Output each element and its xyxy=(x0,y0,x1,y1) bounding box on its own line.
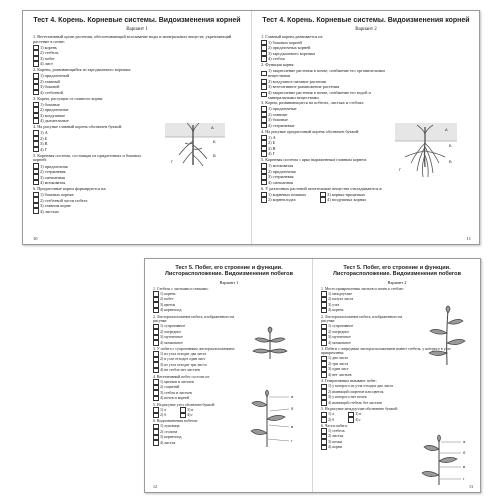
answer-option-label: 4) листьях xyxy=(40,208,59,214)
answer-option-label: 3) корнях-прицепках xyxy=(327,191,366,197)
answer-option-label: 1) луковица xyxy=(160,424,180,429)
svg-text:в: в xyxy=(291,424,294,429)
answer-option[interactable] xyxy=(180,413,193,419)
answer-options xyxy=(33,45,241,67)
question-block xyxy=(33,35,241,67)
answer-option-label: 2) б xyxy=(160,413,167,418)
answer-option-label: 3) В xyxy=(268,145,276,151)
question-text: 6. Придаточные корни формируются на: xyxy=(33,185,107,191)
svg-text:В: В xyxy=(213,153,216,158)
answer-options xyxy=(261,68,386,100)
answer-checkbox[interactable] xyxy=(320,197,326,203)
answer-checkbox[interactable] xyxy=(33,61,39,67)
answer-option[interactable] xyxy=(320,197,366,203)
svg-text:г: г xyxy=(291,438,293,443)
svg-text:А: А xyxy=(445,127,448,132)
answer-checkbox[interactable] xyxy=(153,340,159,346)
answer-option-label: 3) в xyxy=(355,412,362,417)
answer-option-label: 1) придаточный xyxy=(40,73,69,79)
question-text: 4. На рисунке придаточный корень обозначен буквой: xyxy=(261,128,360,134)
answer-option[interactable] xyxy=(261,68,386,78)
page-12 xyxy=(153,259,305,492)
question-block xyxy=(321,379,473,405)
answer-option[interactable] xyxy=(261,123,386,129)
answer-option[interactable] xyxy=(33,61,241,67)
answer-option-label: 1) придаточные xyxy=(268,106,297,112)
question-text: 5. Корневая система с ярко выраженным главным корнем: xyxy=(261,157,368,163)
answer-option[interactable] xyxy=(33,180,153,186)
answer-checkbox[interactable] xyxy=(321,417,327,423)
question-text: 4. Генеративным называют побег: xyxy=(321,379,378,384)
answer-checkbox[interactable] xyxy=(33,208,39,214)
answer-checkbox[interactable] xyxy=(261,84,267,90)
answer-option-label: 2) очередное xyxy=(328,329,350,334)
answer-option-label: 4) г xyxy=(355,417,362,422)
answer-option-label: 4) нет листьев xyxy=(328,372,352,377)
answer-option-label: 3) корнеплод xyxy=(160,435,182,440)
question-text: 2. Листорасположение побега, изображенного на рисунке: xyxy=(153,314,235,324)
question-text: 1. Стебель с листьями и почками: xyxy=(153,286,209,291)
answer-option[interactable] xyxy=(261,90,386,100)
answer-option-label: 2) б xyxy=(328,417,335,422)
question-block xyxy=(261,101,386,128)
answer-option-label: 3) узел xyxy=(328,302,340,307)
answer-option-label: 2) главные xyxy=(268,111,288,117)
answer-option-label: 4) на стебле нет листьев xyxy=(160,368,200,373)
answer-option-label: 4) мочковатая xyxy=(40,180,66,186)
answer-option-label: 2) стеблевой части побега xyxy=(40,197,88,203)
answer-option[interactable] xyxy=(153,308,305,314)
question-text: 6. У различных растений питательные вещества откладываются в: xyxy=(261,185,383,191)
answer-option-label: 2) имеющий соцветие или цветок xyxy=(328,389,384,394)
answer-option-label: 4) закрепление растения в почве, снабжение его водой и минеральными веществами xyxy=(268,89,371,100)
answer-option-label: 2) воздушное питание растения xyxy=(268,78,326,84)
answer-option-label: 3) почки xyxy=(328,439,343,444)
question-text: 5. На рисунке междоузлие обозначено буквой: xyxy=(321,407,398,412)
svg-text:б: б xyxy=(291,406,294,411)
answer-checkbox[interactable] xyxy=(153,396,159,402)
shoot-illustration xyxy=(427,307,467,365)
answer-option-label: 4) стержневые xyxy=(268,122,295,128)
test-title: Тест 4. Корень. Корневые системы. Видоизменения корней xyxy=(262,17,470,24)
answer-option-label: 3) мутовчатое xyxy=(328,335,351,339)
answer-checkbox[interactable] xyxy=(153,413,159,419)
answer-option[interactable] xyxy=(321,417,334,423)
answer-option-label: 1) стебель xyxy=(328,428,345,433)
answer-option-label: 3) побег xyxy=(40,55,55,61)
answer-option[interactable] xyxy=(321,372,473,378)
question-text: 4. Вегетативный побег состоит из: xyxy=(153,374,211,379)
answer-checkbox[interactable] xyxy=(153,308,159,314)
svg-text:А: А xyxy=(211,125,214,130)
answer-option-label: 4) мочковатое xyxy=(328,340,351,345)
shoot-illustration xyxy=(251,329,289,359)
variant-label: Вариант 1 xyxy=(219,279,239,285)
answer-option-label: 1) корень xyxy=(40,44,57,50)
answer-checkbox[interactable] xyxy=(261,92,267,98)
answer-checkbox[interactable] xyxy=(321,340,327,346)
variant-label: Вариант 2 xyxy=(387,279,407,285)
answer-option-label: 4) корень xyxy=(328,308,344,313)
answer-option-label: 4) корни xyxy=(328,445,342,450)
answer-option-label: 1) два листа xyxy=(328,356,348,361)
answer-options xyxy=(33,192,241,214)
answer-option-label: 2) три листа xyxy=(328,361,349,366)
svg-text:Г: Г xyxy=(399,167,402,172)
answer-option-label: 2) придаточные xyxy=(40,107,69,113)
question-text: 2. Листорасположение побега, изображенного на рисунке: xyxy=(321,314,403,324)
answer-options xyxy=(321,412,473,423)
question-block xyxy=(321,315,416,346)
question-text: 2. Корень, развивающийся из зародышевого корешка: xyxy=(33,67,132,73)
answer-option-label: 4) почек и корней xyxy=(160,396,190,401)
question-text: 6. Части побега: xyxy=(321,423,348,428)
answer-checkbox[interactable] xyxy=(321,400,327,406)
answer-option-label: 2) побег xyxy=(160,297,174,302)
answer-option[interactable] xyxy=(153,396,245,402)
answer-option-label: 2) в узле отходит один лист xyxy=(160,357,206,362)
question-text: 1. Главный корень развивается из: xyxy=(261,33,324,39)
answer-option-label: 4) г xyxy=(187,413,194,418)
root-system-illustration xyxy=(165,123,225,168)
variant-label: Вариант 2 xyxy=(355,26,377,32)
answer-checkbox[interactable] xyxy=(33,118,39,124)
root-system-illustration xyxy=(395,123,457,181)
answer-option-label: 4) дыхательные xyxy=(40,118,69,124)
answer-checkbox[interactable] xyxy=(261,56,267,62)
answer-options xyxy=(33,73,241,95)
answer-option-label: 3) из узла отходят три листа xyxy=(160,362,207,367)
answer-option-label: 4) смешанная xyxy=(268,179,293,185)
answer-option-label: 1) боковых корней xyxy=(268,39,302,45)
question-block xyxy=(261,187,471,203)
answer-options xyxy=(261,192,471,203)
answer-option-label: 3) один лист xyxy=(328,367,349,372)
answer-options xyxy=(261,106,386,128)
answer-option-label: 1) А xyxy=(40,130,48,136)
question-block xyxy=(153,315,245,346)
answer-option-label: 1) А xyxy=(268,134,276,140)
shoot-labeled-illustration xyxy=(243,391,299,447)
answer-option[interactable] xyxy=(261,56,471,62)
page-number: 10 xyxy=(33,236,38,241)
answer-options xyxy=(153,324,245,346)
test-title: Тест 5. Побег, его строение и функции. Листорасположение. Видоизменения побегов xyxy=(332,265,462,278)
answer-option-label: 1) придаточная xyxy=(40,163,68,169)
answer-option-label: 4) Г xyxy=(40,146,48,152)
answer-option-label: 3) В xyxy=(40,141,48,147)
svg-text:в: в xyxy=(463,464,466,469)
answer-option-label: 4) стеблевой xyxy=(40,89,63,95)
answer-option-label: 4) стебля xyxy=(268,56,285,62)
answer-option[interactable] xyxy=(153,368,305,374)
answer-option-label: 2) стержневая xyxy=(40,169,66,175)
answer-option-label: 1) цветков и листьев xyxy=(160,379,194,384)
answer-options xyxy=(33,102,153,124)
question-text: 3. Корни, растущие от главного корня: xyxy=(33,95,104,101)
answer-option-label: 3) стержневая xyxy=(268,174,294,180)
answer-options xyxy=(321,384,473,406)
question-block xyxy=(261,35,471,62)
answer-options xyxy=(261,40,471,62)
answer-option-label: 4) воздушных корнях xyxy=(327,197,367,203)
spread-gutter xyxy=(251,11,252,244)
answer-option[interactable] xyxy=(348,417,361,423)
question-text: 5. На рисунке узел обозначен буквой: xyxy=(153,402,216,407)
question-text: 3. Побеги с очередным листорасположением имеют стебель, у которого в узле прикреплены: xyxy=(321,346,451,356)
answer-options xyxy=(33,163,153,185)
workbook-spread-tests-4 xyxy=(22,10,480,245)
answer-option-label: 1) супротивное xyxy=(160,324,186,328)
answer-option-label: 3) воздушные xyxy=(40,112,66,118)
answer-option-label: 4) мочковатое xyxy=(160,340,183,345)
answer-option-label: 4) лист xyxy=(40,61,53,67)
answer-option-label: 3) цветок xyxy=(160,302,176,307)
svg-text:а: а xyxy=(463,439,466,444)
answer-checkbox[interactable] xyxy=(261,123,267,129)
answer-option[interactable] xyxy=(321,340,416,346)
answer-checkbox[interactable] xyxy=(321,445,327,451)
question-block xyxy=(321,407,473,422)
answer-checkbox[interactable] xyxy=(321,308,327,314)
answer-option-label: 2) пазуха листа xyxy=(328,297,354,302)
svg-text:а: а xyxy=(291,394,294,399)
answer-option-label: 2) Б xyxy=(268,140,276,146)
answer-option-label: 2) столона xyxy=(160,429,178,434)
answer-option-label: 3) в xyxy=(187,407,194,412)
answer-checkbox[interactable] xyxy=(153,368,159,374)
answer-option-label: 4) корнеплод xyxy=(160,308,182,313)
svg-text:б: б xyxy=(463,450,466,455)
svg-text:Б: Б xyxy=(449,143,452,148)
answer-option-label: 1) у которого из узла отходит два листа xyxy=(328,384,393,389)
answer-checkbox[interactable] xyxy=(261,71,267,77)
answer-option-label: 1) а xyxy=(160,407,166,412)
question-block xyxy=(153,375,245,401)
variant-label: Вариант 1 xyxy=(126,26,148,32)
question-block xyxy=(33,154,153,186)
question-block xyxy=(33,68,241,95)
answer-option-label: 2) соцветий xyxy=(160,385,180,390)
answer-options xyxy=(321,324,416,346)
answer-option-label: 1) а xyxy=(328,412,334,417)
answer-option[interactable] xyxy=(153,340,245,346)
question-text: 2. Функция корня: xyxy=(261,62,295,68)
answer-option-label: 2) придаточных корней xyxy=(268,45,311,51)
question-block xyxy=(261,63,386,100)
answer-option-label: 1) междоузлие xyxy=(328,291,353,296)
svg-text:В: В xyxy=(449,159,452,164)
answer-checkbox[interactable] xyxy=(348,417,354,423)
answer-options xyxy=(153,379,245,401)
answer-options xyxy=(153,291,305,313)
question-block xyxy=(33,97,153,124)
test-title: Тест 4. Корень. Корневые системы. Видоизменения корней xyxy=(33,17,241,24)
answer-option-label: 3) боковые xyxy=(268,117,288,123)
page-number: 13 xyxy=(469,484,473,489)
answer-option-label: 3) у которого нет почек xyxy=(328,395,367,400)
answer-option[interactable] xyxy=(153,413,166,419)
answer-option-label: 1) боковые xyxy=(40,101,60,107)
question-text: 6. Видоизменения побегов: xyxy=(153,419,199,424)
answer-option-label: 4) Г xyxy=(268,151,276,157)
answer-option-label: 3) зародышевого корешка xyxy=(268,50,316,56)
answer-checkbox[interactable] xyxy=(261,197,267,203)
answer-option-label: 3) мутовчатое xyxy=(160,335,183,339)
answer-option-label: 1) корневых шишках xyxy=(268,191,307,197)
question-text: 3. У побега с супротивным листорасположением: xyxy=(153,346,235,351)
answer-option-label: 2) очередное xyxy=(160,329,182,334)
answer-checkbox[interactable] xyxy=(33,147,39,153)
answer-option-label: 1) закрепление растения в почве, снабжение его органическими веществами xyxy=(268,68,385,79)
answer-checkbox[interactable] xyxy=(180,413,186,419)
answer-option-label: 1) мочковатая xyxy=(268,163,294,169)
answer-option-label: 1) супротивное xyxy=(328,324,354,328)
answer-option-label: 2) Б xyxy=(40,135,48,141)
answer-option-label: 2) стебель xyxy=(40,50,59,56)
question-text: 1. Вегетативный орган растения, обеспечивающий всасывание воды и минеральных веществ, укрепляющий растение в почве: xyxy=(33,33,232,44)
answer-checkbox[interactable] xyxy=(261,151,267,157)
svg-text:Б: Б xyxy=(213,139,216,144)
svg-text:Г: Г xyxy=(171,159,174,164)
question-text: 4. На рисунке главный корень обозначен буквой: xyxy=(33,124,123,130)
answer-option-label: 2) листья xyxy=(328,434,344,439)
page-number: 12 xyxy=(153,484,157,489)
answer-option-label: 2) придаточная xyxy=(268,168,296,174)
shoot-labeled-illustration xyxy=(413,437,471,485)
answer-option-label: 2) корнеплодах xyxy=(268,197,296,203)
answer-option-label: 3) смешанная xyxy=(40,174,65,180)
svg-text:г: г xyxy=(463,476,465,481)
answer-checkbox[interactable] xyxy=(33,180,39,186)
answer-checkbox[interactable] xyxy=(261,180,267,186)
question-block xyxy=(33,187,241,214)
answer-option-label: 1) боковых корнях xyxy=(40,192,74,197)
answer-checkbox[interactable] xyxy=(321,372,327,378)
answer-option[interactable] xyxy=(321,400,473,406)
answer-checkbox[interactable] xyxy=(153,440,159,446)
answer-option-label: 2) главный xyxy=(40,78,60,84)
answer-option[interactable] xyxy=(33,118,153,124)
question-text: 3. Корни, развивающиеся на побегах, листьях и стеблях: xyxy=(261,100,365,106)
answer-option-label: 1) корень xyxy=(160,291,176,296)
question-block xyxy=(153,287,305,313)
page-number: 11 xyxy=(466,236,471,241)
answer-option-label: 3) главном корне xyxy=(40,203,71,208)
answer-option-label: 4) листья xyxy=(160,440,176,445)
answer-option[interactable] xyxy=(261,197,306,203)
answer-checkbox[interactable] xyxy=(33,90,39,96)
question-text: 5. Корневая система, состоящая из придаточных и боковых корней: xyxy=(33,152,142,163)
answer-option-label: 3) стебля и листьев xyxy=(160,390,192,395)
answer-option-label: 4) имеющий стебель без листьев xyxy=(328,400,383,405)
answer-option[interactable] xyxy=(33,90,241,96)
question-text: 1. Место прикрепления листьев и почек к стеблю: xyxy=(321,286,404,291)
answer-option[interactable] xyxy=(33,208,241,214)
answer-option-label: 3) боковой xyxy=(40,84,60,90)
test-title: Тест 5. Побег, его строение и функции. Листорасположение. Видоизменения побегов xyxy=(164,265,294,278)
spread-gutter xyxy=(312,259,313,492)
workbook-spread-tests-5 xyxy=(144,258,481,493)
answer-option-label: 1) из узла отходят два листа xyxy=(160,351,207,356)
answer-option-label: 3) вегетативное размножение растения xyxy=(268,84,340,90)
